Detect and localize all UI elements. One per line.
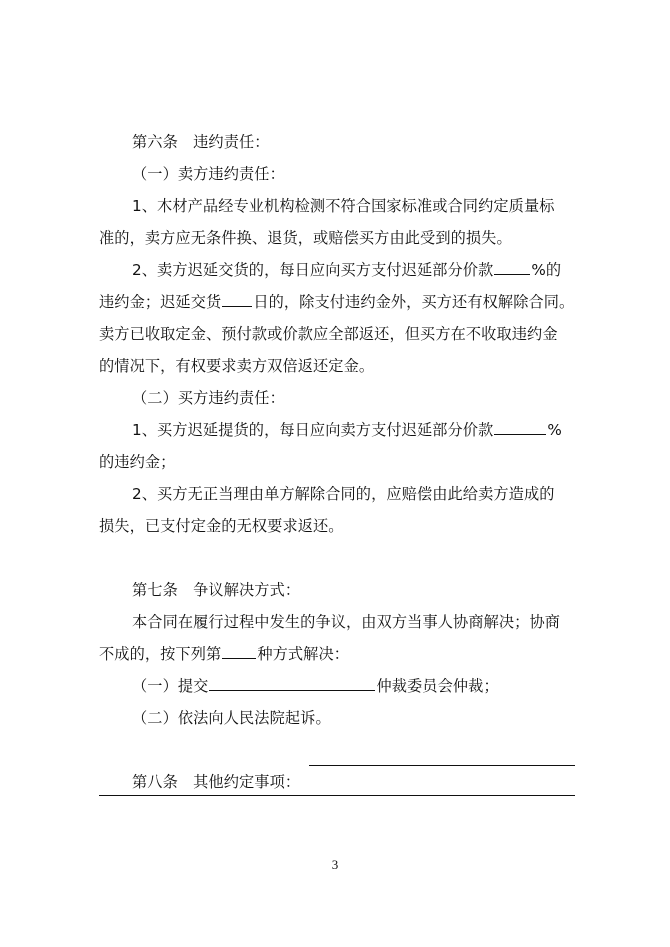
other-terms-blank-line-1[interactable] <box>309 765 575 766</box>
other-terms-blank-line-2[interactable] <box>99 795 575 796</box>
page-number: 3 <box>331 857 339 872</box>
arbitration-commission-blank[interactable] <box>209 676 375 691</box>
dispute-option-1: （一）提交 仲裁委员会仲裁； <box>132 677 499 695</box>
buyer-liability-heading: （二）买方违约责任： <box>132 389 285 407</box>
dispute-method-number-blank[interactable] <box>222 644 256 659</box>
late-delivery-days-blank[interactable] <box>222 292 252 307</box>
seller-clause-2-line-3: 卖方已收取定金、预付款或价款应全部返还，但买方在不收取违约金 <box>99 325 558 343</box>
dispute-line-1: 本合同在履行过程中发生的争议，由双方当事人协商解决；协商 <box>132 613 561 631</box>
seller-clause-2-line-1: 2、卖方迟延交货的，每日应向买方支付迟延部分价款 %的 <box>132 261 562 279</box>
article-8-heading: 第八条 其他约定事项： <box>132 773 301 791</box>
buyer-clause-1-line-1: 1、买方迟延提货的，每日应向卖方支付迟延部分价款 % <box>132 421 562 439</box>
seller-clause-2-line-4: 的情况下，有权要求卖方双倍返还定金。 <box>99 357 375 375</box>
seller-clause-1-line-2: 准的，卖方应无条件换、退货，或赔偿买方由此受到的损失。 <box>99 229 512 247</box>
late-pickup-percent-blank[interactable] <box>494 420 546 435</box>
buyer-clause-2-line-1: 2、买方无正当理由单方解除合同的，应赔偿由此给卖方造成的 <box>132 485 555 503</box>
seller-clause-2-line-2: 违约金；迟延交货 日的，除支付违约金外，买方还有权解除合同。 <box>99 293 575 311</box>
buyer-clause-2-line-2: 损失，已支付定金的无权要求返还。 <box>99 517 344 535</box>
buyer-clause-1-line-2: 的违约金； <box>99 453 176 471</box>
dispute-option-2: （二）依法向人民法院起诉。 <box>132 709 331 727</box>
seller-clause-1-line-1: 1、木材产品经专业机构检测不符合国家标准或合同约定质量标 <box>132 197 555 215</box>
seller-liability-heading: （一）卖方违约责任： <box>132 165 285 183</box>
dispute-line-2: 不成的，按下列第 种方式解决： <box>99 645 350 663</box>
article-6-heading: 第六条 违约责任： <box>132 133 270 151</box>
article-7-heading: 第七条 争议解决方式： <box>132 581 301 599</box>
late-delivery-percent-blank[interactable] <box>494 260 530 275</box>
